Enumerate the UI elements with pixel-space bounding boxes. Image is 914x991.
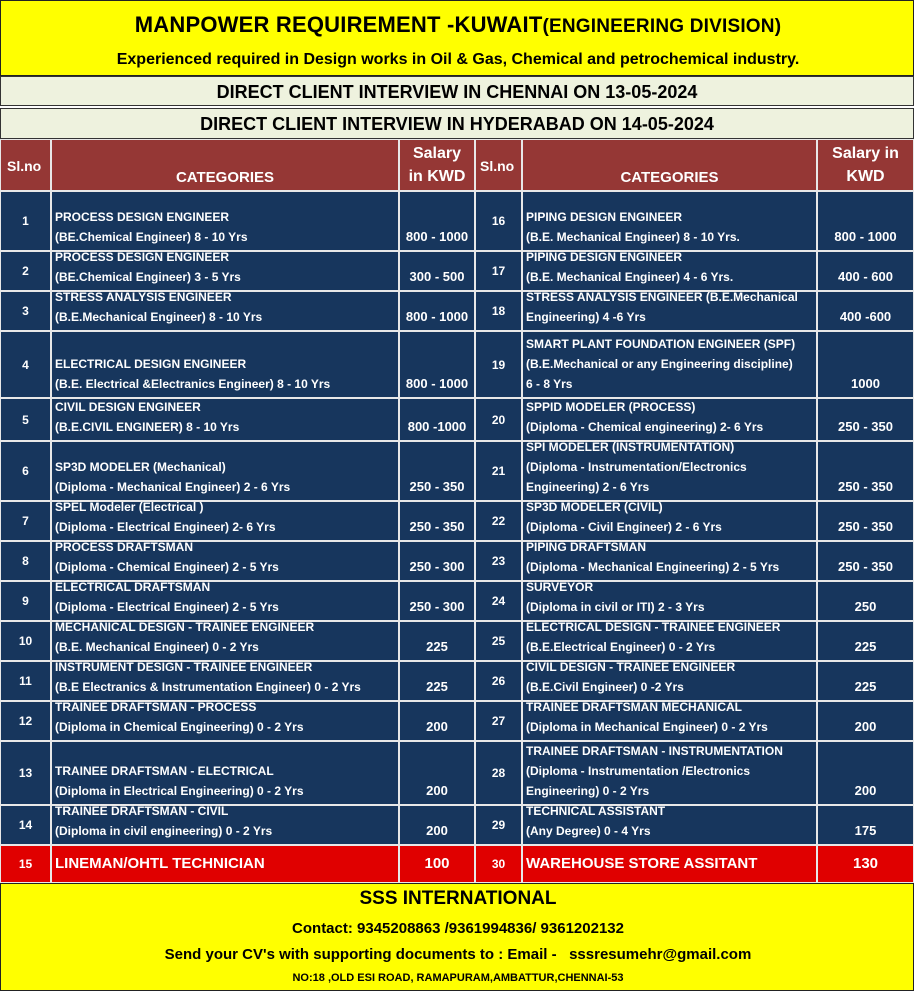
job-category [51, 581, 399, 621]
job-category [522, 291, 817, 331]
job-category [51, 845, 399, 883]
contact-phones: Contact: 9345208863 /9361994836/ 9361202132 [292, 920, 624, 937]
row-number: 28 [475, 741, 522, 805]
job-title: ELECTRICAL DESIGN ENGINEER [55, 357, 247, 371]
job-title: TRAINEE DRAFTSMAN MECHANICAL [526, 700, 742, 714]
row-number: 14 [0, 805, 51, 845]
job-category [522, 191, 817, 251]
job-requirement: Engineering) 2 - 6 Yrs [526, 480, 650, 494]
job-category [51, 441, 399, 501]
header-categories-left: CATEGORIES [51, 139, 399, 191]
job-salary: 250 - 300 [399, 581, 475, 621]
job-requirement: (Diploma - Mechanical Engineering) 2 - 5 Yrs [526, 560, 780, 574]
job-category [522, 621, 817, 661]
job-title: MECHANICAL DESIGN - TRAINEE ENGINEER [55, 620, 315, 634]
job-category [522, 805, 817, 845]
job-title: LINEMAN/OHTL TECHNICIAN [55, 855, 265, 872]
row-number: 23 [475, 541, 522, 581]
row-number: 17 [475, 251, 522, 291]
job-salary: 300 - 500 [399, 251, 475, 291]
job-category [522, 741, 817, 805]
job-category [51, 251, 399, 291]
job-requirement: (Diploma - Civil Engineer) 2 - 6 Yrs [526, 520, 722, 534]
row-number: 19 [475, 331, 522, 398]
job-title: TRAINEE DRAFTSMAN - ELECTRICAL [55, 764, 274, 778]
job-requirement: (Diploma in Mechanical Engineer) 0 - 2 Yrs [526, 720, 768, 734]
row-number: 2 [0, 251, 51, 291]
job-title: SPEL Modeler (Electrical ) [55, 500, 204, 514]
title-banner [0, 0, 914, 76]
job-salary: 800 - 1000 [399, 291, 475, 331]
job-requirement: (B.E Electranics & Instrumentation Engineer) 0 - 2 Yrs [55, 680, 361, 694]
job-salary: 250 - 350 [817, 501, 914, 541]
job-salary: 225 [817, 661, 914, 701]
page-subtitle: Experienced required in Design works in Oil & Gas, Chemical and petrochemical industry. [116, 51, 800, 68]
job-title: STRESS ANALYSIS ENGINEER [55, 290, 232, 304]
job-requirement: (B.E.Civil Engineer) 0 -2 Yrs [526, 680, 684, 694]
job-title: PROCESS DESIGN ENGINEER [55, 250, 230, 264]
row-number: 6 [0, 441, 51, 501]
job-requirement: (B.E. Mechanical Engineer) 0 - 2 Yrs [55, 640, 259, 654]
job-category [51, 291, 399, 331]
job-salary: 225 [817, 621, 914, 661]
contact-footer [0, 883, 914, 991]
job-salary: 250 - 350 [817, 541, 914, 581]
job-title: TRAINEE DRAFTSMAN - PROCESS [55, 700, 257, 714]
row-number: 20 [475, 398, 522, 441]
job-salary: 225 [399, 621, 475, 661]
job-requirement: (Diploma - Mechanical Engineer) 2 - 6 Yrs [55, 480, 291, 494]
job-salary: 100 [399, 845, 475, 883]
row-number: 18 [475, 291, 522, 331]
job-salary: 175 [817, 805, 914, 845]
job-requirement: (B.E. Mechanical Engineer) 4 - 6 Yrs. [526, 270, 734, 284]
job-salary: 1000 [817, 331, 914, 398]
job-requirement: Engineering) 4 -6 Yrs [526, 310, 646, 324]
job-requirement: (Diploma in Electrical Engineering) 0 - 2 Yrs [55, 784, 304, 798]
job-category [522, 501, 817, 541]
job-title: INSTRUMENT DESIGN - TRAINEE ENGINEER [55, 660, 313, 674]
job-salary: 800 -1000 [399, 398, 475, 441]
row-number: 21 [475, 441, 522, 501]
row-number: 4 [0, 331, 51, 398]
page-title: MANPOWER REQUIREMENT -KUWAIT(ENGINEERING DIVISION) [134, 12, 782, 37]
job-requirement: (B.E.Mechanical Engineer) 8 - 10 Yrs [55, 310, 263, 324]
job-requirement: (B.E.CIVIL ENGINEER) 8 - 10 Yrs [55, 420, 240, 434]
job-requirement: (B.E.Mechanical or any Engineering discipline) [526, 357, 793, 371]
job-category [522, 398, 817, 441]
job-requirement: (Diploma - Electrical Engineer) 2- 6 Yrs [55, 520, 276, 534]
job-salary: 250 - 350 [399, 441, 475, 501]
job-category [51, 541, 399, 581]
row-number: 30 [475, 845, 522, 883]
job-category [522, 541, 817, 581]
job-title: ELECTRICAL DESIGN - TRAINEE ENGINEER [526, 620, 781, 634]
row-number: 12 [0, 701, 51, 741]
job-requirement: (B.E. Electrical &Electranics Engineer) 8 - 10 Yrs [55, 377, 331, 391]
job-salary: 250 - 300 [399, 541, 475, 581]
row-number: 5 [0, 398, 51, 441]
job-title: SMART PLANT FOUNDATION ENGINEER (SPF) [526, 337, 796, 351]
job-title: PROCESS DESIGN ENGINEER [55, 210, 230, 224]
job-salary: 225 [399, 661, 475, 701]
row-number: 24 [475, 581, 522, 621]
job-salary: 400 - 600 [817, 251, 914, 291]
header-salary-right: Salary in KWD [817, 139, 914, 191]
job-category [51, 661, 399, 701]
job-title: ELECTRICAL DRAFTSMAN [55, 580, 211, 594]
job-title: CIVIL DESIGN - TRAINEE ENGINEER [526, 660, 736, 674]
job-requirement: (B.E.Electrical Engineer) 0 - 2 Yrs [526, 640, 716, 654]
job-title: CIVIL DESIGN ENGINEER [55, 400, 201, 414]
job-title: TECHNICAL ASSISTANT [526, 804, 666, 818]
job-salary: 200 [817, 701, 914, 741]
job-title: TRAINEE DRAFTSMAN - INSTRUMENTATION [526, 744, 783, 758]
row-number: 25 [475, 621, 522, 661]
header-slno-left: Sl.no [0, 139, 51, 191]
row-number: 15 [0, 845, 51, 883]
job-title: STRESS ANALYSIS ENGINEER (B.E.Mechanical [526, 290, 798, 304]
job-category [51, 398, 399, 441]
company-name: SSS INTERNATIONAL [359, 888, 557, 909]
job-title: WAREHOUSE STORE ASSITANT [526, 855, 758, 872]
header-slno-right: Sl.no [475, 139, 522, 191]
row-number: 13 [0, 741, 51, 805]
job-salary: 250 [817, 581, 914, 621]
row-number: 1 [0, 191, 51, 251]
job-requirement: (Diploma - Chemical Engineer) 2 - 5 Yrs [55, 560, 279, 574]
job-category [522, 701, 817, 741]
row-number: 8 [0, 541, 51, 581]
job-salary: 250 - 350 [817, 398, 914, 441]
job-category [51, 805, 399, 845]
job-title: SP3D MODELER (Mechanical) [55, 460, 226, 474]
job-requirement: (Any Degree) 0 - 4 Yrs [526, 824, 651, 838]
job-requirement: (BE.Chemical Engineer) 8 - 10 Yrs [55, 230, 248, 244]
row-number: 16 [475, 191, 522, 251]
row-number: 10 [0, 621, 51, 661]
job-salary: 200 [399, 701, 475, 741]
job-requirement: (Diploma in Chemical Engineering) 0 - 2 Yrs [55, 720, 304, 734]
interview-chennai: DIRECT CLIENT INTERVIEW IN CHENNAI ON 13-05-2024 [0, 76, 914, 106]
row-number: 3 [0, 291, 51, 331]
job-requirement: 6 - 8 Yrs [526, 377, 573, 391]
job-requirement: (Diploma - Electrical Engineer) 2 - 5 Yrs [55, 600, 279, 614]
job-category [51, 621, 399, 661]
interview-hyderabad: DIRECT CLIENT INTERVIEW IN HYDERABAD ON 14-05-2024 [0, 108, 914, 139]
job-salary: 200 [399, 805, 475, 845]
job-salary: 200 [399, 741, 475, 805]
row-number: 29 [475, 805, 522, 845]
job-title: SURVEYOR [526, 580, 594, 594]
job-category [522, 845, 817, 883]
job-salary: 130 [817, 845, 914, 883]
job-requirement: (Diploma - Instrumentation /Electronics [526, 764, 751, 778]
job-title: TRAINEE DRAFTSMAN - CIVIL [55, 804, 229, 818]
row-number: 7 [0, 501, 51, 541]
job-category [522, 251, 817, 291]
office-address: NO:18 ,OLD ESI ROAD, RAMAPURAM,AMBATTUR,CHENNAI-53 [292, 972, 624, 984]
job-category [51, 741, 399, 805]
job-salary: 800 - 1000 [399, 191, 475, 251]
job-requirement: (Diploma - Chemical engineering) 2- 6 Yrs [526, 420, 764, 434]
job-requirement: (Diploma in civil engineering) 0 - 2 Yrs [55, 824, 273, 838]
job-salary: 200 [817, 741, 914, 805]
job-requirement: (Diploma in civil or ITI) 2 - 3 Yrs [526, 600, 705, 614]
job-salary: 400 -600 [817, 291, 914, 331]
job-category [522, 581, 817, 621]
job-title: PIPING DESIGN ENGINEER [526, 210, 683, 224]
job-salary: 800 - 1000 [817, 191, 914, 251]
job-category [51, 701, 399, 741]
job-title: SP3D MODELER (CIVIL) [526, 500, 663, 514]
header-categories-right: CATEGORIES [522, 139, 817, 191]
job-title: SPI MODELER (INSTRUMENTATION) [526, 440, 735, 454]
job-title: PIPING DRAFTSMAN [526, 540, 646, 554]
job-requirement: (B.E. Mechanical Engineer) 8 - 10 Yrs. [526, 230, 740, 244]
job-salary: 250 - 350 [817, 441, 914, 501]
job-category [522, 331, 817, 398]
job-title: PIPING DESIGN ENGINEER [526, 250, 683, 264]
row-number: 22 [475, 501, 522, 541]
job-category [51, 501, 399, 541]
job-category [522, 661, 817, 701]
row-number: 9 [0, 581, 51, 621]
header-salary-left: Salary in KWD [399, 139, 475, 191]
job-requirement: (BE.Chemical Engineer) 3 - 5 Yrs [55, 270, 241, 284]
job-category [51, 191, 399, 251]
job-requirement: Engineering) 0 - 2 Yrs [526, 784, 650, 798]
job-category [51, 331, 399, 398]
job-requirement: (Diploma - Instrumentation/Electronics [526, 460, 747, 474]
job-salary: 250 - 350 [399, 501, 475, 541]
row-number: 11 [0, 661, 51, 701]
job-title: SPPID MODELER (PROCESS) [526, 400, 696, 414]
job-title: PROCESS DRAFTSMAN [55, 540, 194, 554]
job-category [522, 441, 817, 501]
job-salary: 800 - 1000 [399, 331, 475, 398]
send-cv-email: Send your CV's with supporting documents to : Email - sssresumehr@gmail.com [164, 946, 752, 963]
row-number: 26 [475, 661, 522, 701]
row-number: 27 [475, 701, 522, 741]
